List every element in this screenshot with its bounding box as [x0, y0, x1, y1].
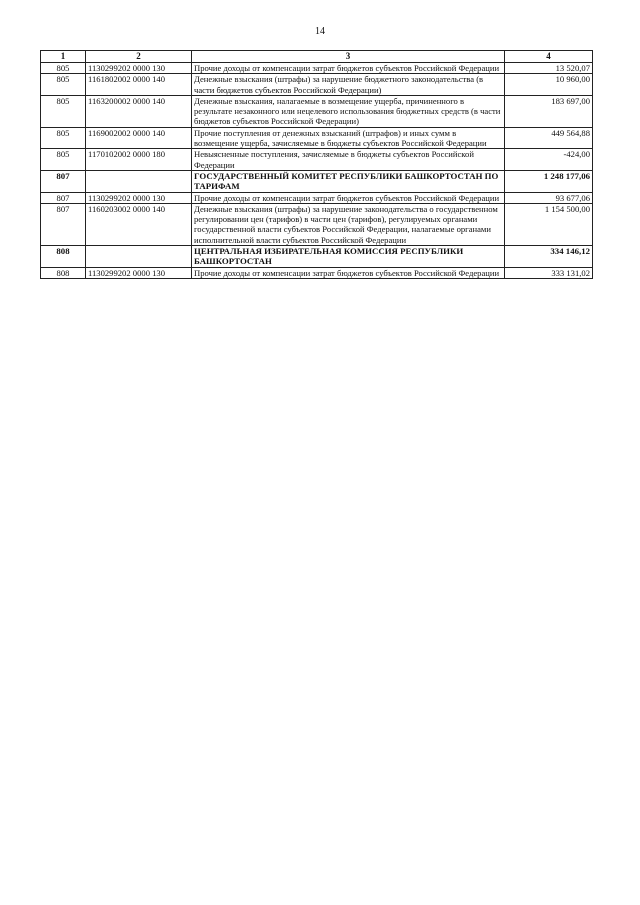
revenue-code-cell: 1130299202 0000 130 [86, 267, 192, 278]
header-col-1: 1 [41, 51, 86, 63]
revenue-name-cell: Денежные взыскания (штрафы) за нарушение бюджетного законодательства (в части бюджетов субъектов Российской Федерации) [192, 74, 505, 96]
header-col-4: 4 [505, 51, 593, 63]
amount-cell: -424,00 [505, 149, 593, 171]
revenue-name-cell: ГОСУДАРСТВЕННЫЙ КОМИТЕТ РЕСПУБЛИКИ БАШКОРТОСТАН ПО ТАРИФАМ [192, 170, 505, 192]
budget-revenue-table [40, 50, 593, 279]
table-row [41, 267, 593, 278]
table-row [41, 63, 593, 74]
admin-code-cell: 807 [41, 170, 86, 192]
admin-code-cell: 805 [41, 149, 86, 171]
table-row [41, 203, 593, 245]
table-row [41, 74, 593, 96]
revenue-code-cell: 1160203002 0000 140 [86, 203, 192, 245]
revenue-code-cell: 1169002002 0000 140 [86, 127, 192, 149]
table-row-agency [41, 170, 593, 192]
amount-cell: 183 697,00 [505, 95, 593, 127]
amount-cell: 449 564,88 [505, 127, 593, 149]
revenue-code-cell: 1130299202 0000 130 [86, 63, 192, 74]
amount-cell: 10 960,00 [505, 74, 593, 96]
table-row [41, 95, 593, 127]
table-row-agency [41, 246, 593, 268]
table-body [41, 63, 593, 279]
amount-cell: 1 248 177,06 [505, 170, 593, 192]
amount-cell: 1 154 500,00 [505, 203, 593, 245]
revenue-code-cell [86, 246, 192, 268]
admin-code-cell: 805 [41, 127, 86, 149]
revenue-name-cell: Невыясненные поступления, зачисляемые в бюджеты субъектов Российской Федерации [192, 149, 505, 171]
table-row [41, 192, 593, 203]
revenue-name-cell: Прочие поступления от денежных взысканий (штрафов) и иных сумм в возмещение ущерба, зачисляемые в бюджеты субъектов Российской Федерации [192, 127, 505, 149]
admin-code-cell: 807 [41, 192, 86, 203]
header-col-3: 3 [192, 51, 505, 63]
amount-cell: 13 520,07 [505, 63, 593, 74]
revenue-code-cell: 1130299202 0000 130 [86, 192, 192, 203]
admin-code-cell: 808 [41, 267, 86, 278]
revenue-name-cell: Денежные взыскания (штрафы) за нарушение законодательства о государственном регулировании цен (тарифов) в части цен (тарифов), регулируемых органами государственной власти субъектов Российской Федерации, налагаемые органами исполнительной власти субъектов Российской Федерации [192, 203, 505, 245]
amount-cell: 333 131,02 [505, 267, 593, 278]
table-header-row [41, 51, 593, 63]
table-row [41, 127, 593, 149]
revenue-name-cell: Прочие доходы от компенсации затрат бюджетов субъектов Российской Федерации [192, 267, 505, 278]
admin-code-cell: 808 [41, 246, 86, 268]
admin-code-cell: 805 [41, 63, 86, 74]
page-number: 14 [315, 26, 325, 37]
admin-code-cell: 805 [41, 74, 86, 96]
revenue-name-cell: Прочие доходы от компенсации затрат бюджетов субъектов Российской Федерации [192, 63, 505, 74]
amount-cell: 93 677,06 [505, 192, 593, 203]
admin-code-cell: 807 [41, 203, 86, 245]
revenue-name-cell: Прочие доходы от компенсации затрат бюджетов субъектов Российской Федерации [192, 192, 505, 203]
amount-cell: 334 146,12 [505, 246, 593, 268]
revenue-name-cell: Денежные взыскания, налагаемые в возмещение ущерба, причиненного в результате незаконного или нецелевого использования бюджетных средств (в части бюджетов субъектов Российской Федерации) [192, 95, 505, 127]
revenue-code-cell: 1170102002 0000 180 [86, 149, 192, 171]
header-col-2: 2 [86, 51, 192, 63]
admin-code-cell: 805 [41, 95, 86, 127]
revenue-name-cell: ЦЕНТРАЛЬНАЯ ИЗБИРАТЕЛЬНАЯ КОМИССИЯ РЕСПУБЛИКИ БАШКОРТОСТАН [192, 246, 505, 268]
table-row [41, 149, 593, 171]
revenue-code-cell: 1161802002 0000 140 [86, 74, 192, 96]
revenue-code-cell [86, 170, 192, 192]
revenue-code-cell: 1163200002 0000 140 [86, 95, 192, 127]
